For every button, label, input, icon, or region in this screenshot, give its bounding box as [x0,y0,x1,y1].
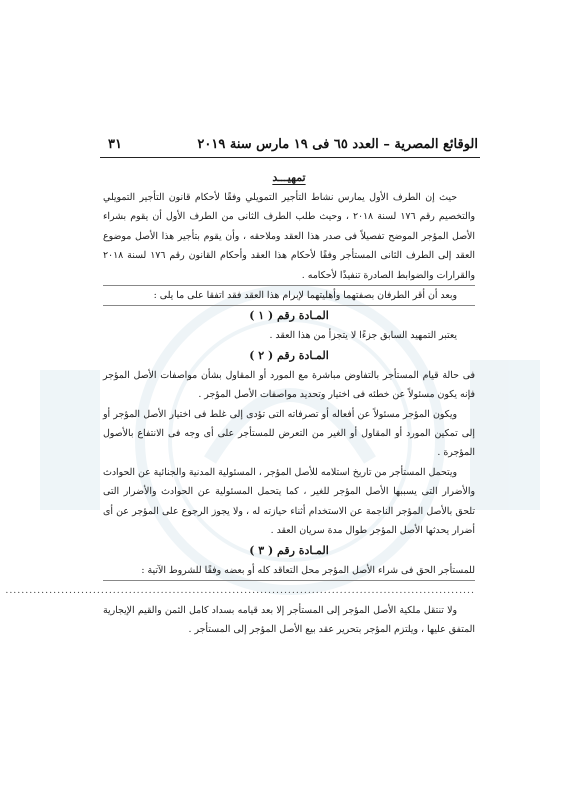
document-body [5,168,475,640]
header-divider [100,157,480,158]
article-3-heading: المـادة رقم ( ٣ ) [249,543,329,557]
page-header [108,133,478,155]
article-3-paragraph-1: للمستأجر الحق فى شراء الأصل المؤجر محل التعاقد كله أو بعضه وفقًا للشروط الآتية : [141,564,475,576]
article-1-paragraph: يعتبر التمهيد السابق جزءًا لا يتجزأ من هذا العقد . [269,330,457,342]
agreement-paragraph: وبعد أن أقر الطرفان بصفتهما وأهليتهما لإبرام هذا العقد فقد اتفقا على ما يلى : [153,290,457,302]
article-2-paragraph-3: ويتحمل المستأجر من تاريخ استلامه للأصل المؤجر ، المسئولية المدنية والجنائية عن الحوادث والأضرار التى يسببها الأصل المؤجر للغير ، كما يتحمل المسئولية عن الحوادث والأضرار التى تلحق بالأصل المؤجر الناجمة عن الاستخدام أثناء حيازته له ، ولا يجوز الرجوع على المؤجر عن أى أضرار يحدثها الأصل المؤجر طوال مدة سريان العقد . [103,466,475,537]
article-2-heading: المـادة رقم ( ٢ ) [249,348,329,362]
gazette-title: الوقائع المصرية – العدد ٦٥ فى ١٩ مارس سنة ٢٠١٩ [197,136,478,152]
preamble-paragraph: حيث إن الطرف الأول يمارس نشاط التأجير التمويلي وفقًا لأحكام قانون التأجير التمويلي والتخصيم رقم ١٧٦ لسنة ٢٠١٨ ، وحيث طلب الطرف الثانى من الطرف الأول أن يقوم بشراء الأصل المؤجر الموضح تفصيلاً فى صدر هذا العقد وملاحقه ، وأن يقوم بتأجير هذا الأصل موضوع العقد إلى الطرف الثانى المستأجر وفقًا لأحكام هذا العقد وأحكام القانون رقم ١٧٦ لسنة ٢٠١٨ والقرارات والضوابط الصادرة تنفيذًا لأحكامه . [103,192,475,281]
article-2-paragraph-2: ويكون المؤجر مسئولاً عن أفعاله أو تصرفاته التى تؤدى إلى غلط فى اختيار الأصل المؤجر أو إلى تمكين المورد أو المقاول أو الغير من التعرض للمستأجر على أى وجه فى الانتفاع بالأصول المؤجرة . [103,408,475,459]
article-1-heading: المـادة رقم ( ١ ) [249,309,329,323]
article-3-paragraph-2: ولا تنتقل ملكية الأصل المؤجر إلى المستأجر إلا بعد قيامه بسداد كامل الثمن والقيم الإيجارية المتفق عليها ، ويلتزم المؤجر بتحرير عقد بيع الأصل المؤجر إلى المستأجر . [103,604,475,636]
article-2-paragraph-1: فى حالة قيام المستأجر بالتفاوض مباشرة مع المورد أو المقاول بشأن مواصفات الأصل المؤجر فإنه يكون مسئولاً عن خطئه فى اختيار وتحديد مواصفات الأصل المؤجر . [103,369,475,401]
omitted-conditions-dots: ...................................................................................................................... [5,584,475,596]
preamble-heading: تمهيـــد [272,171,306,184]
page-number: ٣١ [108,136,122,152]
